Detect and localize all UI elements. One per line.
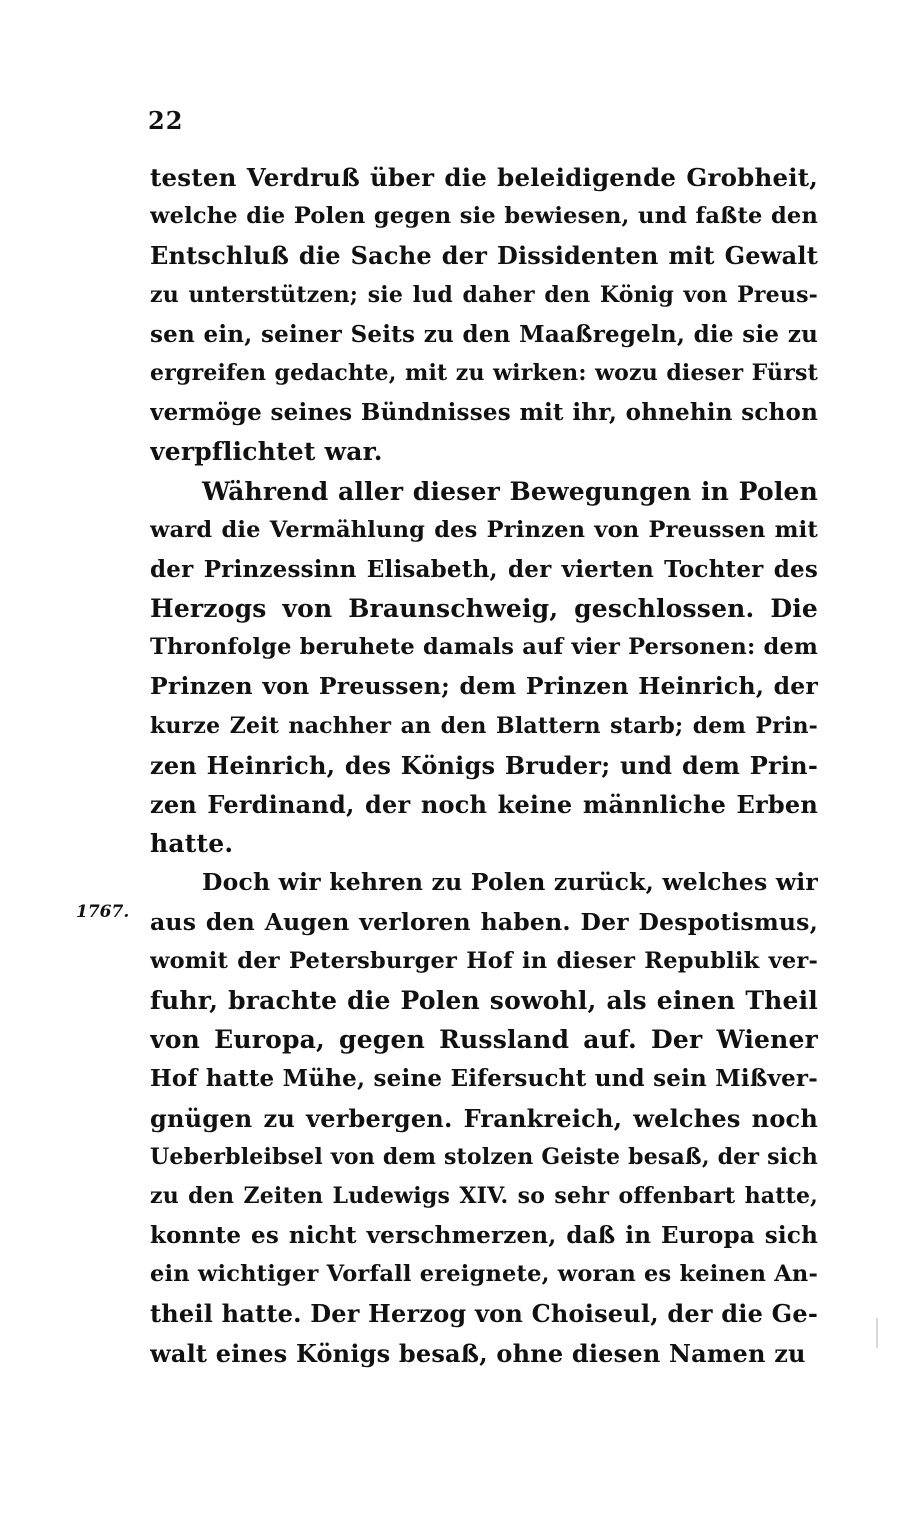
text-line: zen Ferdinand, der noch keine männliche Erben: [150, 790, 818, 819]
text-line: kurze Zeit nachher an den Blattern starb; dem Prin-: [150, 712, 818, 739]
text-line: hatte.: [150, 829, 234, 859]
text-line: fuhr, brachte die Polen sowohl, als einen Theil: [150, 985, 818, 1015]
text-line: Entschluß die Sache der Dissidenten mit Gewalt: [150, 241, 818, 271]
text-line: Während aller dieser Bewegungen in Polen: [202, 476, 818, 506]
text-line: ward die Vermählung des Prinzen von Preussen mit: [150, 516, 818, 543]
text-line: Hof hatte Mühe, seine Eifersucht und sein Mißver-: [150, 1065, 818, 1093]
text-line: Herzogs von Braunschweig, geschlossen. Die: [150, 594, 818, 624]
text-line: theil hatte. Der Herzog von Choiseul, der die Ge-: [150, 1299, 818, 1329]
text-line: von Europa, gegen Russland auf. Der Wiener: [150, 1025, 818, 1055]
page-number: 22: [148, 106, 184, 135]
text-line: gnügen zu verbergen. Frankreich, welches noch: [150, 1103, 818, 1133]
text-line: zu unterstützen; sie lud daher den König von Preus-: [150, 281, 818, 308]
text-line: walt eines Königs besaß, ohne diesen Namen zu: [150, 1338, 806, 1368]
text-line: ein wichtiger Vorfall ereignete, woran es keinen An-: [150, 1261, 818, 1288]
body-text: [150, 158, 818, 1373]
text-line: zen Heinrich, des Königs Bruder; und dem Prin-: [150, 750, 818, 780]
text-line: verpflichtet war.: [150, 437, 383, 467]
text-line: Doch wir kehren zu Polen zurück, welches wir: [202, 868, 818, 897]
text-line: aus den Augen verloren haben. Der Despotismus,: [150, 907, 818, 936]
text-line: sen ein, seiner Seits zu den Maaßregeln, die sie zu: [150, 320, 818, 348]
margin-year-note: 1767.: [76, 902, 130, 922]
text-line: vermöge seines Bündnisses mit ihr, ohnehin schon: [150, 399, 818, 427]
text-line: womit der Petersburger Hof in dieser Republik ver-: [150, 947, 818, 974]
text-line: Prinzen von Preussen; dem Prinzen Heinrich, der: [150, 672, 818, 701]
text-line: testen Verdruß über die beleidigende Grobheit,: [150, 163, 818, 192]
text-line: Ueberbleibsel von dem stolzen Geiste besaß, der sich: [150, 1143, 818, 1170]
text-line: welche die Polen gegen sie bewiesen, und faßte den: [150, 203, 818, 230]
text-line: ergreifen gedachte, mit zu wirken: wozu dieser Fürst: [150, 359, 818, 386]
text-line: Thronfolge beruhete damals auf vier Personen: dem: [150, 634, 818, 661]
page-edge-mark: [876, 1318, 878, 1348]
text-line: zu den Zeiten Ludewigs XIV. so sehr offenbart hatte,: [150, 1182, 818, 1209]
text-line: der Prinzessinn Elisabeth, der vierten Tochter des: [150, 555, 818, 583]
text-line: konnte es nicht verschmerzen, daß in Europa sich: [150, 1222, 818, 1250]
